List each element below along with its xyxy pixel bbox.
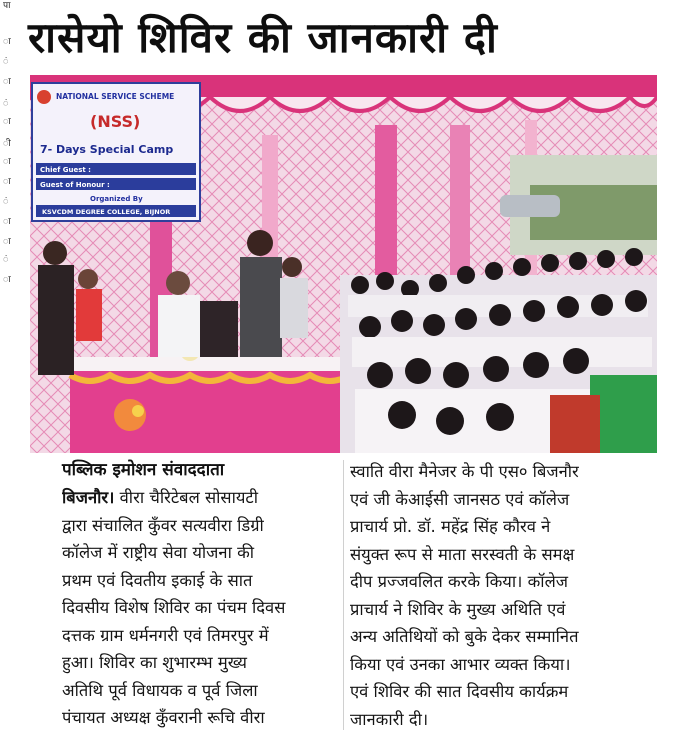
article-line: जानकारी दी।	[350, 709, 429, 729]
article-line	[62, 484, 332, 512]
article-line: हुआ। शिविर का शुभारम्भ मुख्य	[62, 653, 247, 672]
article-column-right	[350, 458, 662, 733]
fragment-char: ं	[3, 197, 9, 207]
article-line: अन्य अतिथियों को बुके देकर सम्मानित	[350, 627, 579, 646]
fragment-char: ं	[3, 57, 9, 67]
nss-banner	[32, 83, 200, 221]
article-line-text: वीरा चैरिटेबल सोसायटी	[119, 488, 259, 507]
fragment-char: ा	[3, 157, 11, 167]
fragment-char: ं	[3, 255, 9, 265]
banner-guest-of-honour: Guest of Honour :	[40, 181, 110, 189]
news-photo	[30, 75, 657, 453]
banner-org: NATIONAL SERVICE SCHEME	[56, 92, 175, 101]
fragment-char: ं	[3, 99, 9, 109]
fragment-char: ी	[3, 139, 11, 149]
article-line: प्राचार्य ने शिविर के मुख्य अथिति एवं	[350, 599, 566, 619]
article-line: किया एवं उनका आभार व्यक्त किया।	[350, 654, 571, 674]
fragment-char: ा	[3, 37, 11, 47]
dateline: बिजनौर।	[62, 488, 115, 507]
banner-chief-guest: Chief Guest :	[40, 166, 91, 174]
banner-organized-by: Organized By	[90, 195, 143, 203]
byline: पब्लिक इमोशन संवाददाता	[62, 460, 225, 480]
fragment-char: ा	[3, 77, 11, 87]
article-line: एवं शिविर की सात दिवसीय कार्यक्रम	[350, 682, 569, 701]
article-line: प्राचार्य प्रो. डॉ. महेंद्र सिंह कौरव ने	[350, 517, 551, 536]
article-line: स्वाति वीरा मैनेजर के पी एस० बिजनौर	[350, 462, 579, 481]
fragment-char: ा	[3, 177, 11, 187]
fragment-char: ा	[3, 117, 11, 127]
article-line: दीप प्रज्जवलित करके किया। कॉलेज	[350, 572, 569, 591]
page-title: रासेयो शिविर की जानकारी दी	[28, 13, 498, 62]
banner-camp: 7- Days Special Camp	[40, 143, 174, 156]
audience	[340, 248, 657, 453]
fragment-char: पा	[3, 1, 11, 11]
article-line: एवं जी केआईसी जानसठ एवं कॉलेज	[350, 489, 570, 509]
article-line: अतिथि पूर्व विधायक व पूर्व जिला	[62, 680, 258, 700]
column-divider	[343, 460, 344, 730]
fragment-char: ा	[3, 237, 11, 247]
fragment-char: ा	[3, 217, 11, 227]
article-line: दत्तक ग्राम धर्मनगरी एवं तिमरपुर में	[62, 625, 269, 645]
article-line: दिवसीय विशेष शिविर का पंचम दिवस	[62, 598, 286, 617]
article-line: पंचायत अध्यक्ष कुँवरानी रूचि वीरा	[62, 708, 265, 727]
fragment-char: ा	[3, 275, 11, 285]
article-line: कॉलेज में राष्ट्रीय सेवा योजना की	[62, 543, 255, 562]
adjacent-column-fragment	[0, 0, 14, 737]
article-column-left	[62, 484, 332, 732]
article-line: प्रथम एवं दिवतीय इकाई के सात	[62, 570, 253, 590]
banner-abbr: (NSS)	[90, 112, 141, 131]
article-line: द्वारा संचालित कुँवर सत्यवीरा डिग्री	[62, 515, 264, 535]
article-line: संयुक्त रूप से माता सरस्वती के समक्ष	[350, 544, 575, 564]
banner-college: KSVCDM DEGREE COLLEGE, BIJNOR	[42, 208, 171, 216]
